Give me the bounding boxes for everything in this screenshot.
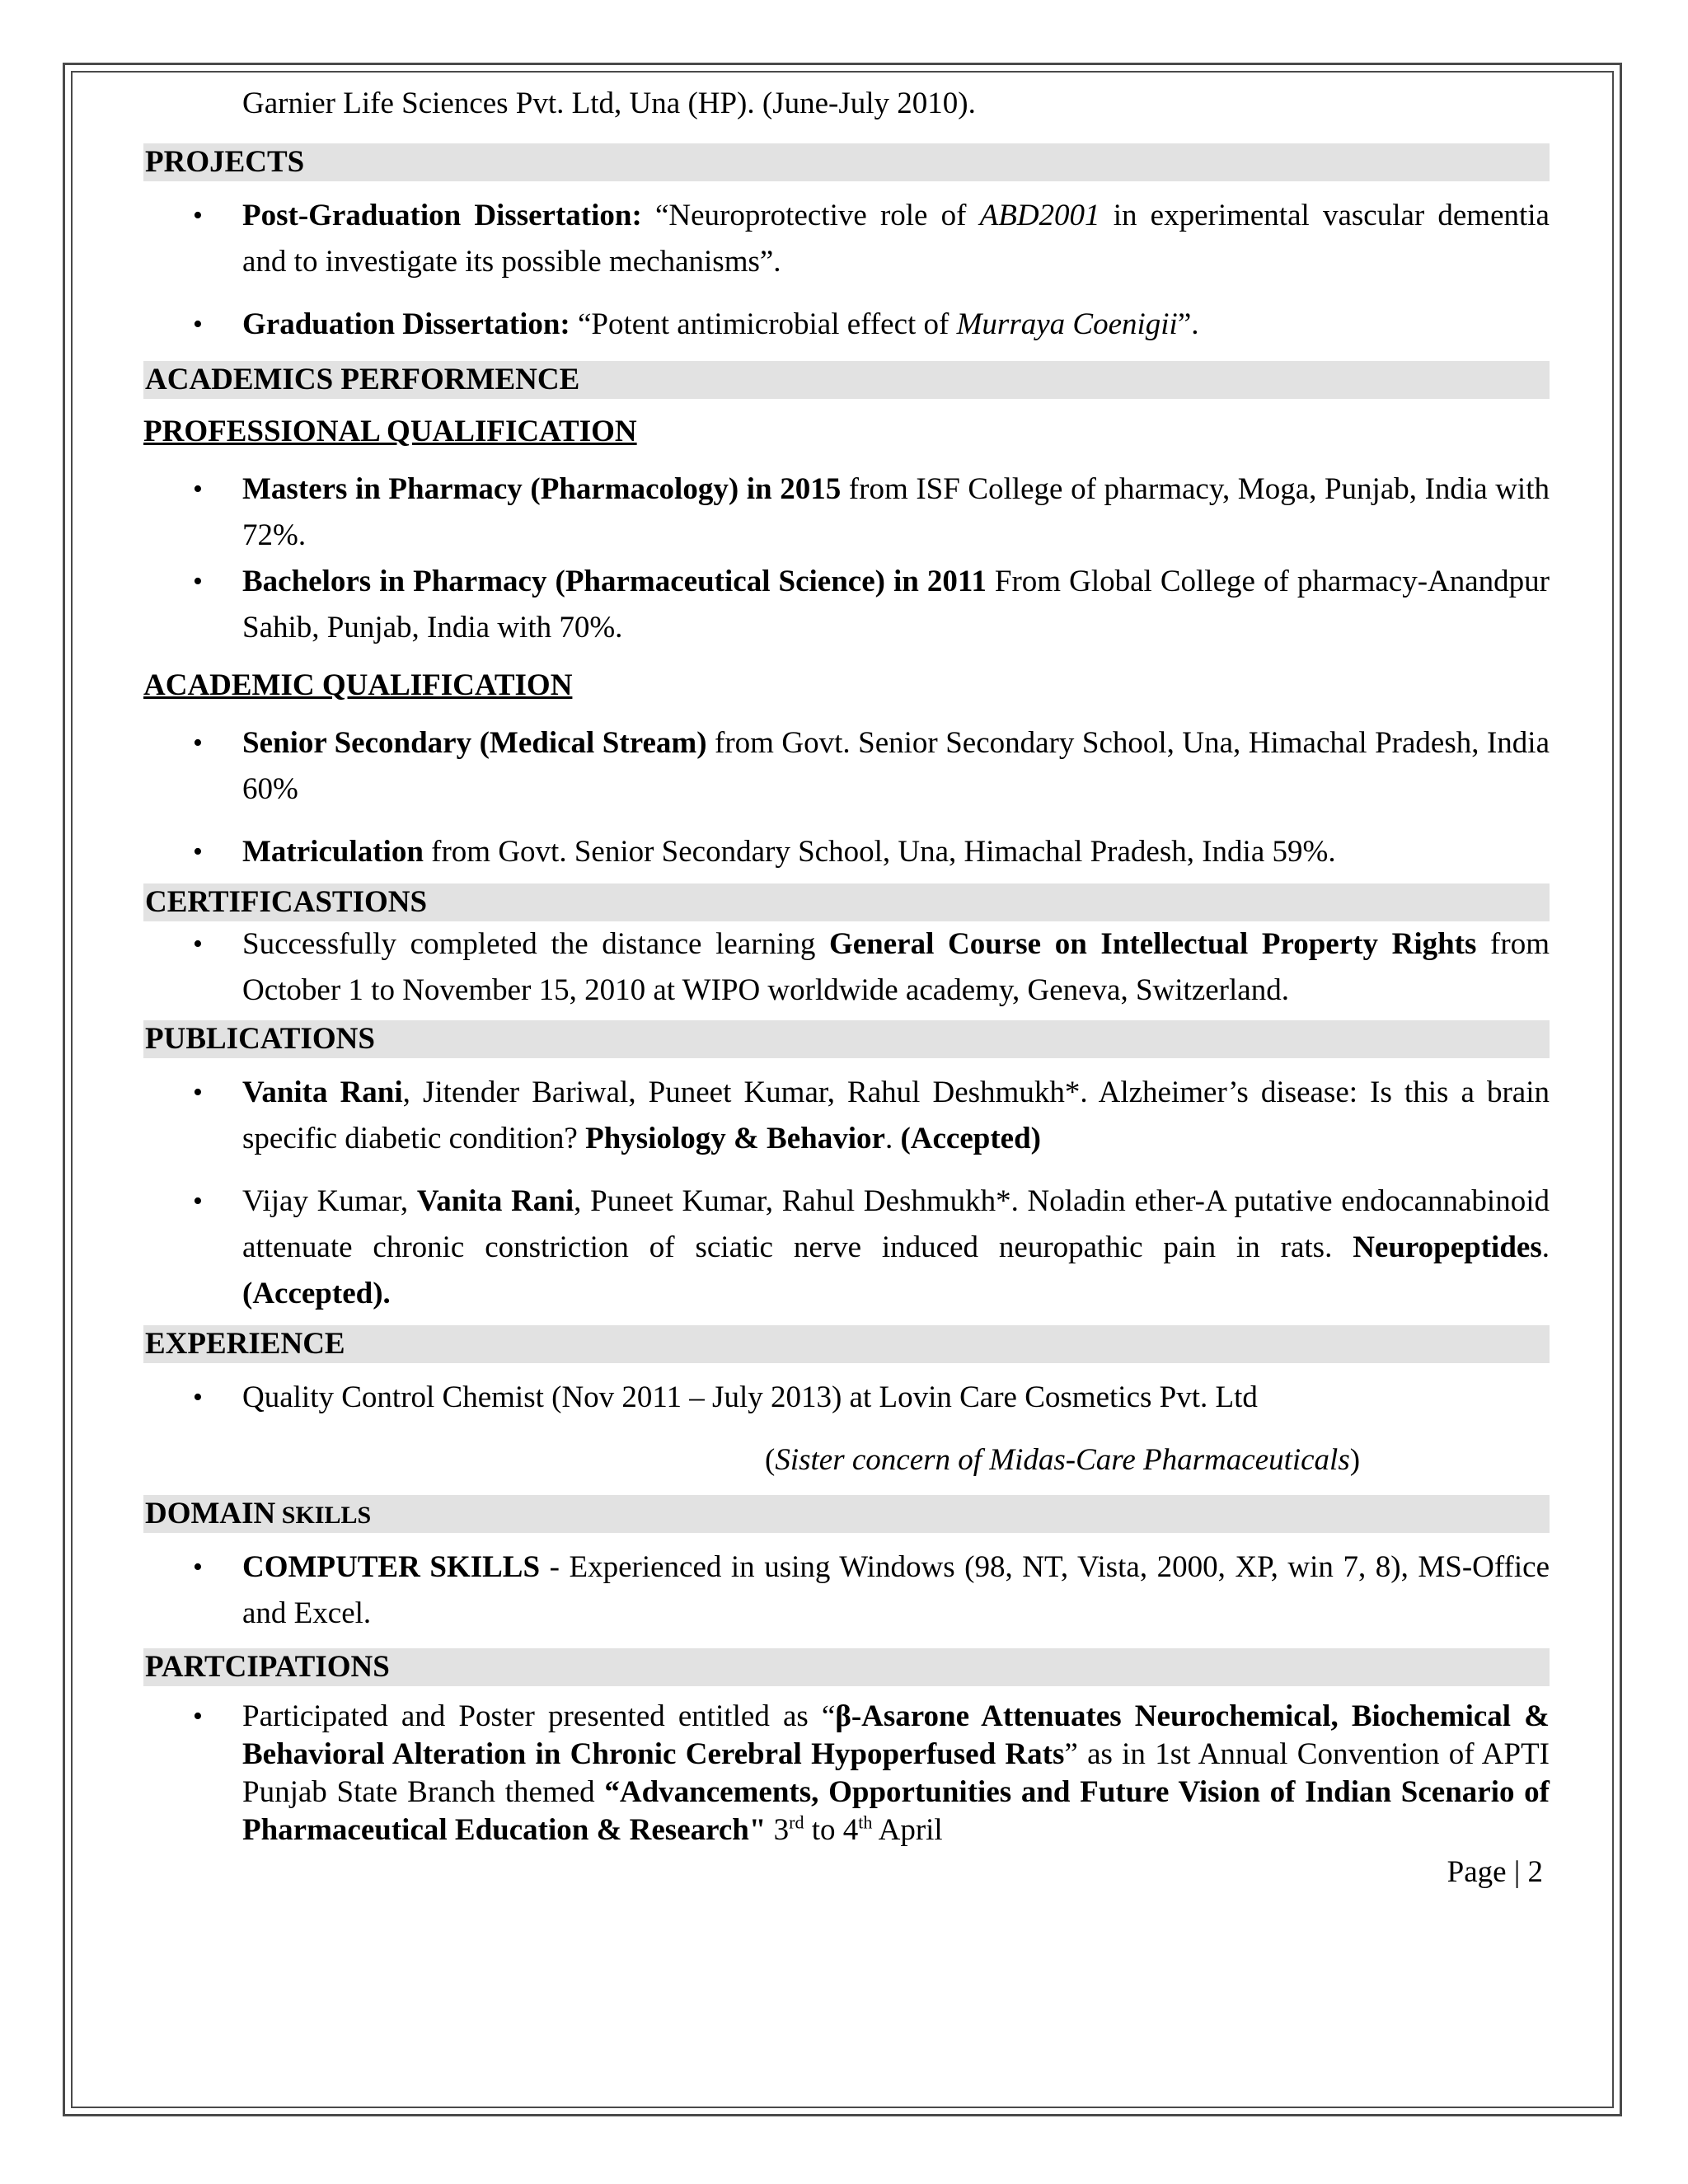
section-heading-projects: PROJECTS	[143, 143, 1550, 181]
bullet-icon: •	[193, 1382, 203, 1413]
list-item: • Matriculation from Govt. Senior Secondary School, Una, Himachal Pradesh, India 59%.	[143, 829, 1550, 875]
bullet-icon: •	[193, 837, 203, 867]
section-heading-publications: PUBLICATIONS	[143, 1020, 1550, 1058]
section-heading-experience: EXPERIENCE	[143, 1325, 1550, 1363]
bullet-icon: •	[193, 929, 203, 959]
list-item: • Quality Control Chemist (Nov 2011 – July 2013) at Lovin Care Cosmetics Pvt. Ltd	[143, 1375, 1550, 1421]
project-label: Post-Graduation Dissertation:	[242, 199, 642, 232]
list-item: • COMPUTER SKILLS - Experienced in using Windows (98, NT, Vista, 2000, XP, win 7, 8), MS-Office and Excel.	[143, 1544, 1550, 1637]
intro-line: Garnier Life Sciences Pvt. Ltd, Una (HP). (June-July 2010).	[242, 87, 976, 120]
list-item: • Graduation Dissertation: “Potent antimicrobial effect of Murraya Coenigii”.	[143, 302, 1550, 348]
subheading-professional-qualification: PROFESSIONAL QUALIFICATION	[143, 415, 637, 448]
project-species: Murraya Coenigii	[956, 307, 1178, 341]
document-content	[143, 77, 1550, 1896]
list-item: • Masters in Pharmacy (Pharmacology) in 2015 from ISF College of pharmacy, Moga, Punjab, India with 72%.	[143, 466, 1550, 559]
publications-list	[143, 1070, 1550, 1317]
bullet-icon: •	[193, 1077, 203, 1108]
certifications-list	[143, 921, 1550, 1014]
list-item: • Bachelors in Pharmacy (Pharmaceutical Science) in 2011 From Global College of pharmacy-Anandpur Sahib, Punjab, India with 70%.	[143, 559, 1550, 651]
list-item: • Vanita Rani, Jitender Bariwal, Puneet Kumar, Rahul Deshmukh*. Alzheimer’s disease: Is this a brain specific diabetic condition? Physiology & Behavior. (Accepted)	[143, 1070, 1550, 1162]
bullet-icon: •	[193, 566, 203, 597]
projects-list	[143, 193, 1550, 348]
domain-skills-list	[143, 1544, 1550, 1637]
bullet-icon: •	[193, 1701, 203, 1732]
academic-qualification-list	[143, 720, 1550, 875]
project-compound: ABD2001	[979, 199, 1100, 232]
bullet-icon: •	[193, 309, 203, 340]
participations-list	[143, 1698, 1550, 1849]
bullet-icon: •	[193, 1186, 203, 1216]
project-label: Graduation Dissertation:	[242, 307, 570, 341]
section-heading-participations: PARTCIPATIONS	[143, 1648, 1550, 1686]
list-item: • Senior Secondary (Medical Stream) from Govt. Senior Secondary School, Una, Himachal Pradesh, India 60%	[143, 720, 1550, 813]
page-number: Page | 2	[1447, 1855, 1543, 1889]
experience-note: (Sister concern of Midas-Care Pharmaceuticals)	[765, 1443, 1361, 1477]
bullet-icon: •	[193, 200, 203, 231]
list-item: • Vijay Kumar, Vanita Rani, Puneet Kumar, Rahul Deshmukh*. Noladin ether-A putative endocannabinoid attenuate chronic constriction of sciatic nerve induced neuropathic pain in rats. Neuropeptides. (Accepted).	[143, 1179, 1550, 1317]
list-item: • Participated and Poster presented entitled as “β-Asarone Attenuates Neurochemical, Biochemical & Behavioral Alteration in Chronic Cerebral Hypoperfused Rats” as in 1st Annual Convention of APTI Punjab State Branch themed “Advancements, Opportunities and Future Vision of Indian Scenario of Pharmaceutical Education & Research" 3rd to 4th April	[193, 1699, 1550, 1847]
bullet-icon: •	[193, 474, 203, 504]
section-heading-academics: ACADEMICS PERFORMENCE	[143, 361, 1550, 399]
bullet-icon: •	[193, 1552, 203, 1582]
list-item: • Post-Graduation Dissertation: “Neuroprotective role of ABD2001 in experimental vascular dementia and to investigate its possible mechanisms”.	[143, 193, 1550, 285]
bullet-icon: •	[193, 728, 203, 758]
list-item: • Successfully completed the distance learning General Course on Intellectual Property Rights from October 1 to November 15, 2010 at WIPO worldwide academy, Geneva, Switzerland.	[143, 921, 1550, 1014]
section-heading-domain-skills: DOMAIN SKILLS	[143, 1495, 1550, 1533]
experience-list	[143, 1375, 1550, 1421]
subheading-academic-qualification: ACADEMIC QUALIFICATION	[143, 668, 573, 702]
section-heading-certifications: CERTIFICASTIONS	[143, 883, 1550, 921]
professional-qualification-list	[143, 466, 1550, 651]
